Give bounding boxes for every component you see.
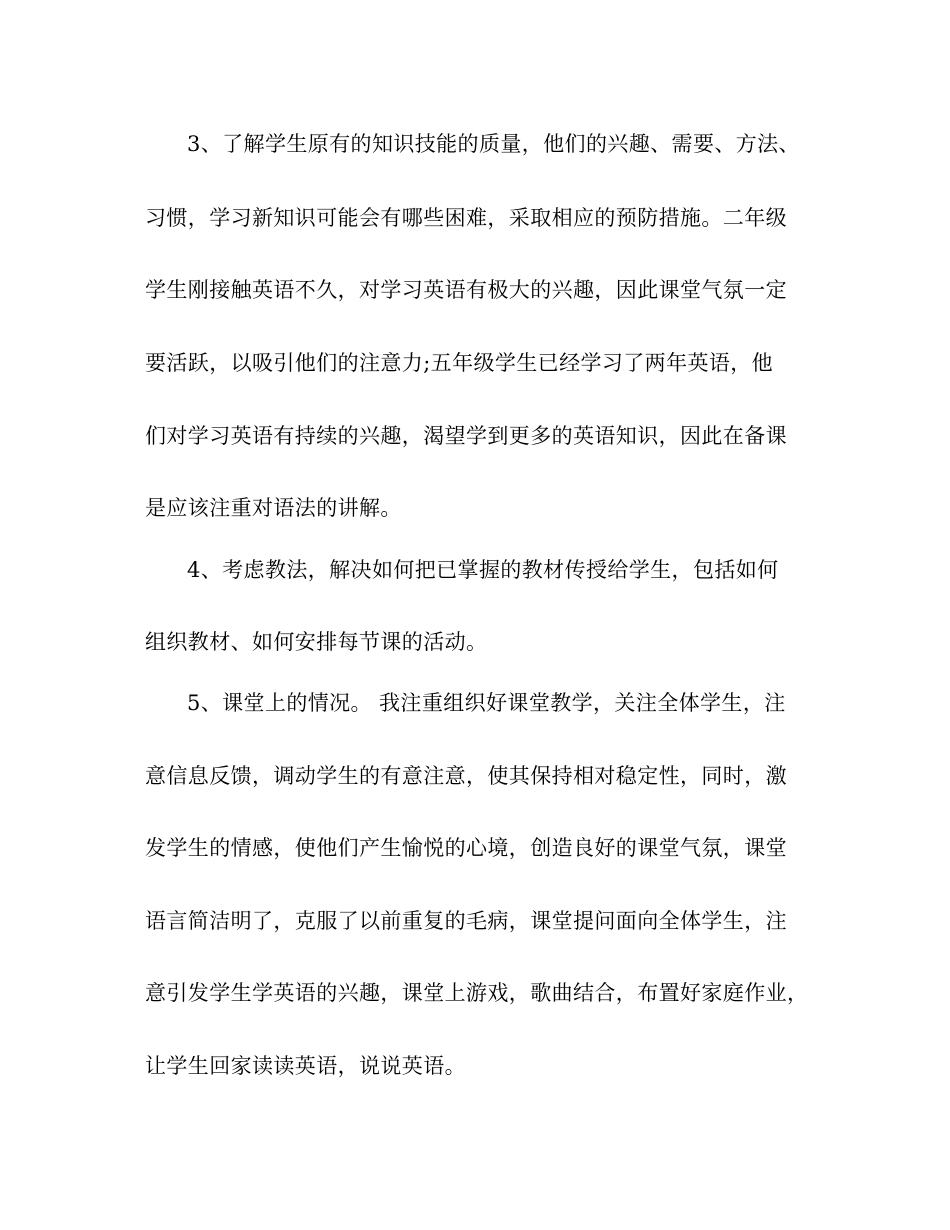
paragraph-5-line-5: 意引发学生学英语的兴趣，课堂上游戏，歌曲结合，布置好家庭作业，	[145, 981, 809, 1005]
paragraph-5-line-6: 让学生回家读读英语，说说英语。	[145, 1054, 466, 1078]
paragraph-3-line-3: 学生刚接触英语不久，对学习英语有极大的兴趣，因此课堂气氛一定	[145, 278, 787, 302]
paragraph-3-line-4: 要活跃，以吸引他们的注意力;五年级学生已经学习了两年英语，他	[145, 351, 774, 375]
paragraph-4-line-2: 组织教材、如何安排每节课的活动。	[145, 630, 488, 654]
paragraph-3-line-1: 3、了解学生原有的知识技能的质量，他们的兴趣、需要、方法、	[187, 132, 800, 156]
paragraph-3-line-5: 们对学习英语有持续的兴趣，渴望学到更多的英语知识，因此在备课	[145, 424, 787, 448]
paragraph-3-line-6: 是应该注重对语法的讲解。	[145, 496, 402, 520]
paragraph-5-line-4: 语言简洁明了，克服了以前重复的毛病，课堂提问面向全体学生，注	[145, 909, 787, 933]
paragraph-5-line-2: 意信息反馈，调动学生的有意注意，使其保持相对稳定性，同时，激	[145, 764, 787, 788]
paragraph-5-line-3: 发学生的情感，使他们产生愉悦的心境，创造良好的课堂气氛，课堂	[145, 836, 787, 860]
paragraph-4-line-1: 4、考虑教法，解决如何把已掌握的教材传授给学生，包括如何	[187, 558, 779, 582]
paragraph-3-line-2: 习惯，学习新知识可能会有哪些困难，采取相应的预防措施。二年级	[145, 206, 787, 230]
paragraph-5-line-1: 5、课堂上的情况。 我注重组织好课堂教学，关注全体学生，注	[187, 691, 786, 715]
